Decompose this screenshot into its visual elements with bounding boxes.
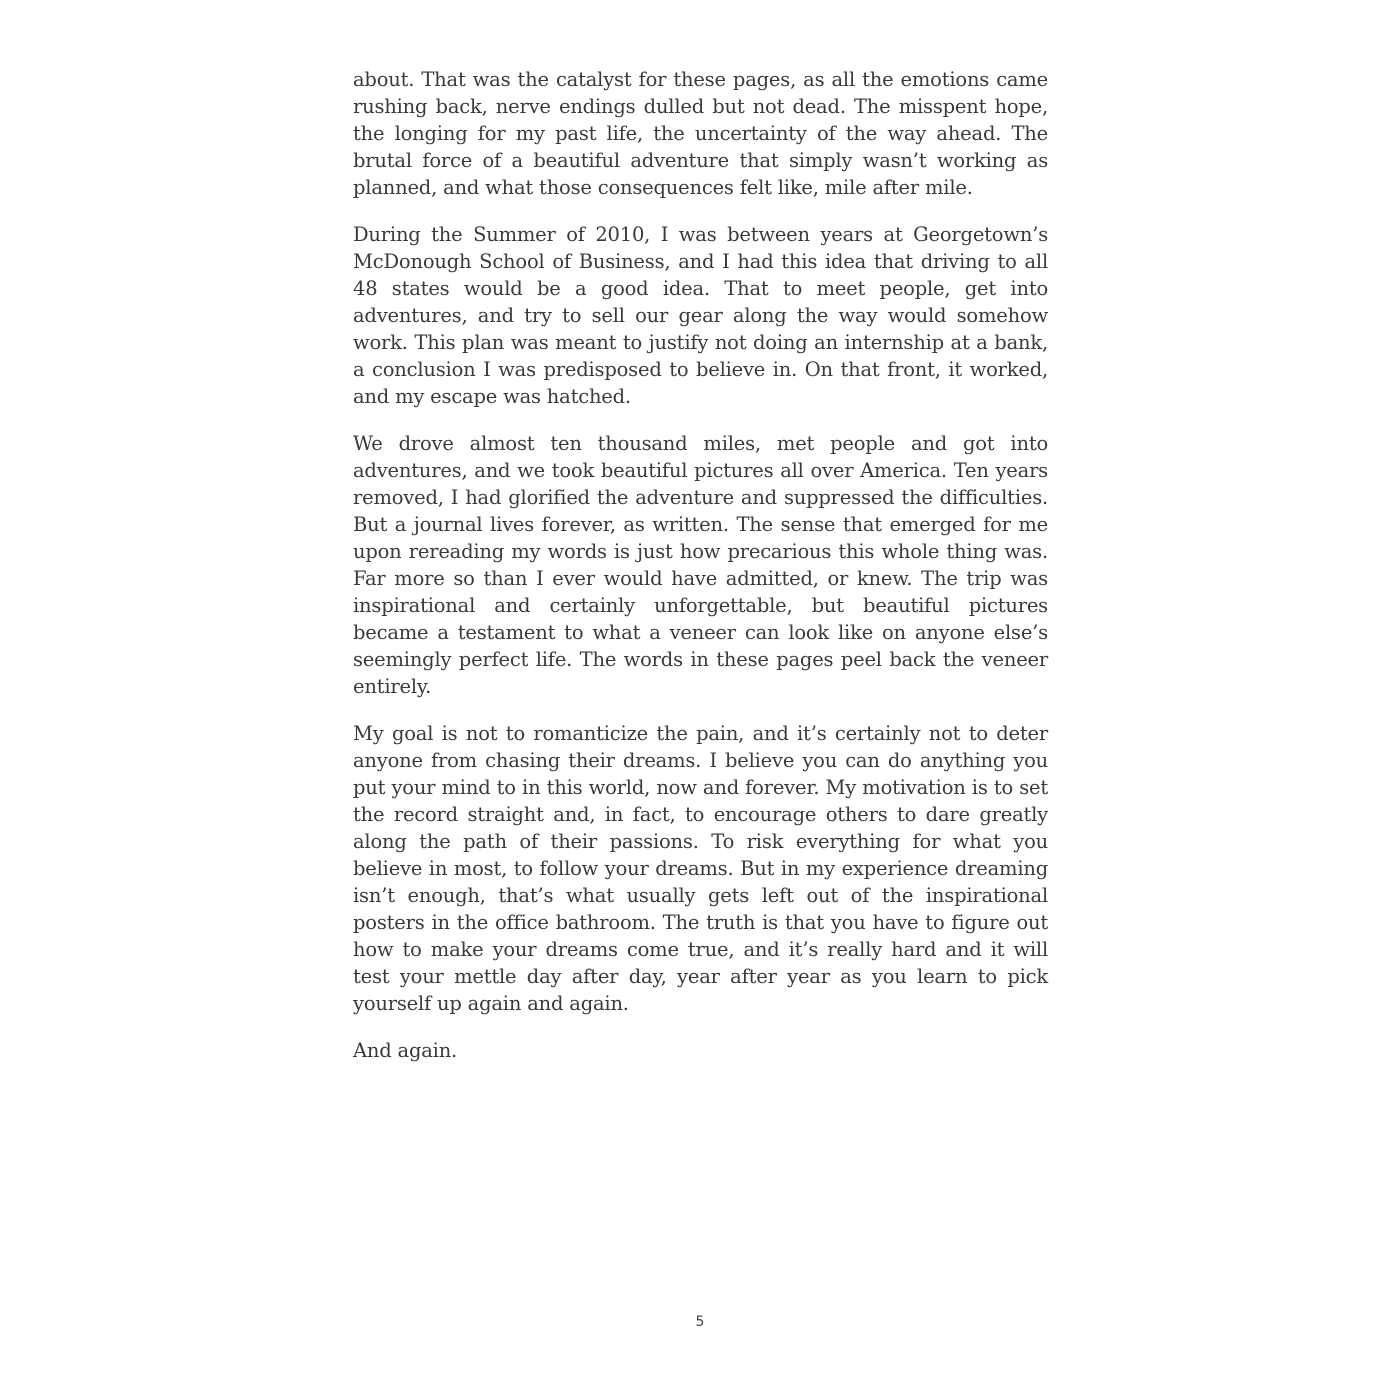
paragraph-1: about. That was the catalyst for these pages, as all the emotions came rushing back, nerve endings dulled but not dead. The misspent hope, the longing for my past life, the uncertainty of the way ahead. The brutal force of a beautiful adventure that simply wasn’t working as planned, and what those consequences felt like, mile after mile. [353,68,1048,199]
paragraph-5: And again. [353,1039,458,1062]
paragraph-2: During the Summer of 2010, I was between years at Georgetown’s McDonough School of Business, and I had this idea that driving to all 48 states would be a good idea. That to meet people, get into adventures, and try to sell our gear along the way would somehow work. This plan was meant to justify not doing an internship at a bank, a conclusion I was predisposed to believe in. On that front, it worked, and my escape was hatched. [353,223,1048,408]
paragraph-4: My goal is not to romanticize the pain, and it’s certainly not to deter anyone from chasing their dreams. I believe you can do anything you put your mind to in this world, now and forever. My motivation is to set the record straight and, in fact, to encourage others to dare greatly along the path of their passions. To risk everything for what you believe in most, to follow your dreams. But in my experience dreaming isn’t enough, that’s what usually gets left out of the inspirational posters in the office bathroom. The truth is that you have to figure out how to make your dreams come true, and it’s really hard and it will test your mettle day after day, year after year as you learn to pick yourself up again and again. [353,722,1048,1015]
paragraph-3: We drove almost ten thousand miles, met people and got into adventures, and we took beautiful pictures all over America. Ten years removed, I had glorified the adventure and suppressed the difficulties. But a journal lives forever, as written. The sense that emerged for me upon rereading my words is just how precarious this whole thing was. Far more so than I ever would have admitted, or knew. The trip was inspirational and certainly unforgettable, but beautiful pictures became a testament to what a veneer can look like on anyone else’s seemingly perfect life. The words in these pages peel back the veneer entirely. [353,432,1048,698]
body-text [353,66,1048,1084]
page-number: 5 [695,1314,705,1330]
